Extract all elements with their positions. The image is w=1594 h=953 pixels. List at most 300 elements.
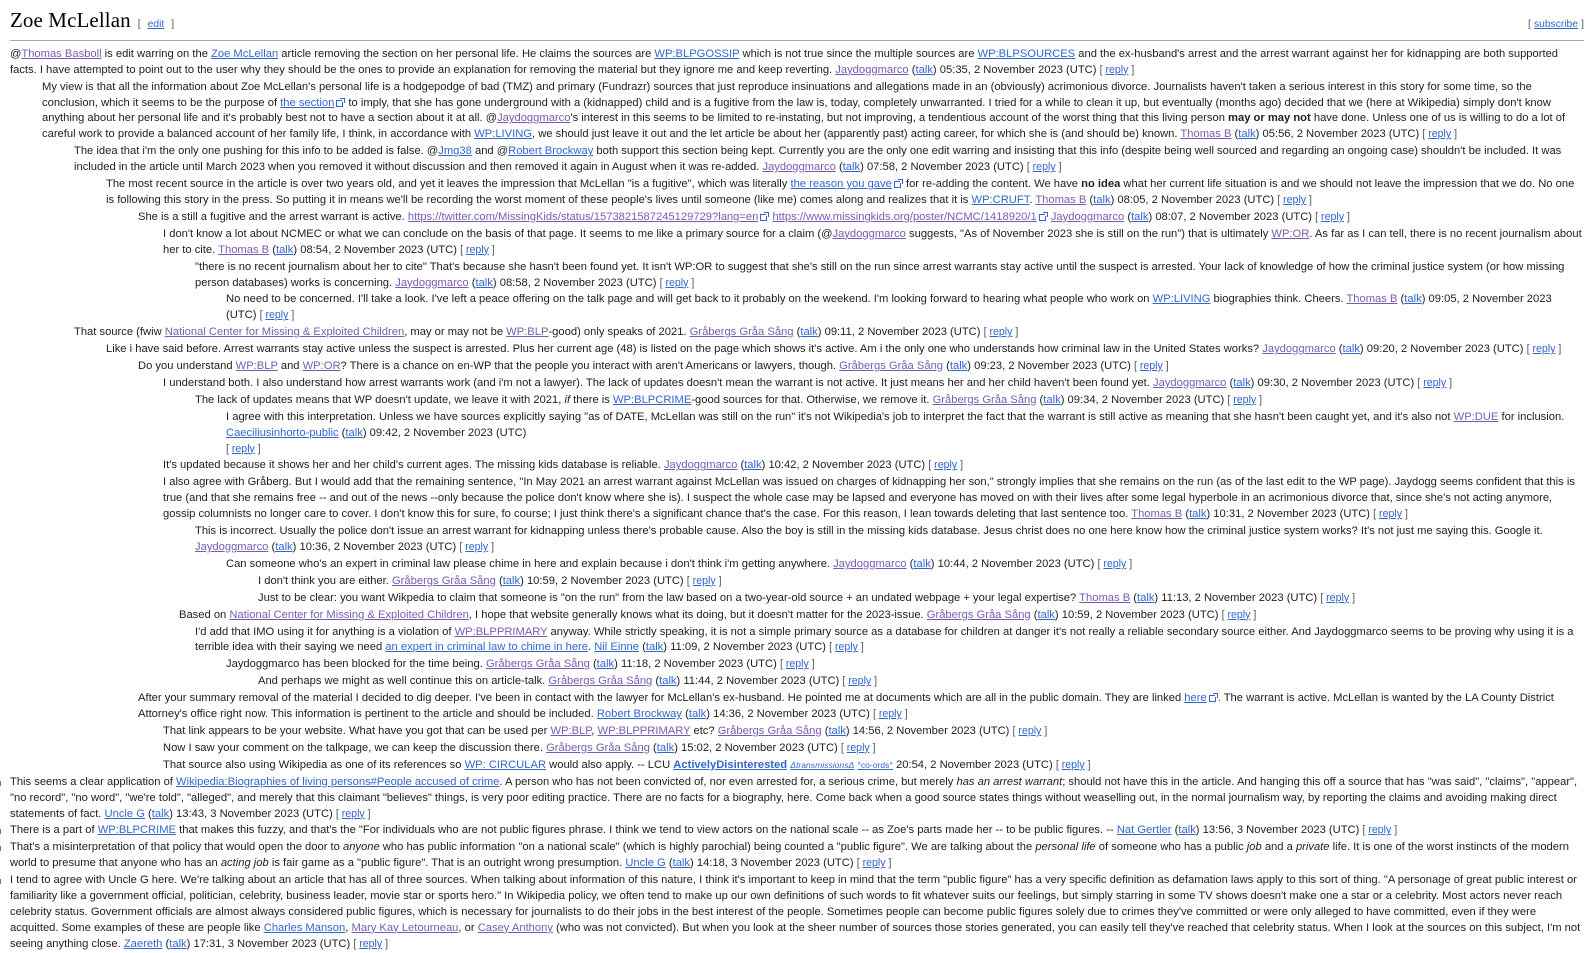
utc-label: (UTC) [1328, 824, 1360, 837]
signature-user-link[interactable]: Gråbergs Gråa Sång [485, 658, 590, 671]
timestamp: 09:05, 2 November 2023 [1428, 293, 1552, 306]
signature-user-link[interactable]: Thomas B [1180, 128, 1232, 141]
signature-user-link[interactable]: Thomas B [1035, 193, 1087, 206]
signature-user-link[interactable]: Gråbergs Gråa Sång [546, 741, 650, 754]
reply-group: [ reply ] [1099, 63, 1135, 76]
signature-talk-link[interactable]: talk [1233, 376, 1251, 389]
utc-label: (UTC) [425, 541, 457, 553]
list-item [10, 823, 1584, 839]
signature-talk-link[interactable]: talk [842, 161, 861, 174]
policy-link[interactable]: WP:BLPPRIMARY [597, 724, 691, 737]
comment-text: . [588, 641, 595, 654]
paren: ) [492, 276, 497, 289]
signature-user-link[interactable]: Gråbergs Gråa Sång [839, 360, 944, 373]
paren: ( [909, 557, 914, 570]
edit-section-link[interactable]: edit [147, 19, 165, 30]
comment [42, 80, 1584, 144]
paren: ( [1234, 128, 1239, 141]
utc-label: (UTC) [1022, 758, 1053, 771]
paren: ) [1421, 293, 1426, 306]
reply-group: [ reply ] [1026, 161, 1062, 174]
reply-group: [ reply ] [983, 326, 1019, 339]
utc-label: (UTC) [978, 724, 1010, 737]
comment [258, 674, 1584, 690]
reply-link[interactable]: reply [1233, 393, 1257, 406]
signature-user-link[interactable]: Uncle G [104, 807, 145, 820]
signature-user-link[interactable]: Gråbergs Gråa Sång [548, 675, 653, 688]
page-title: Zoe McLellan [10, 8, 131, 32]
paren: ( [498, 574, 503, 587]
comment [74, 325, 1584, 341]
paren: ( [824, 724, 829, 737]
user-link[interactable]: Robert Brockway [508, 145, 594, 158]
paren: ( [1185, 508, 1190, 521]
signature-user-link[interactable]: Jaydoggmarco [1262, 343, 1336, 356]
policy-link[interactable]: WP: CIRCULAR [464, 758, 547, 771]
signature-talk-link[interactable]: talk [1131, 210, 1149, 223]
policy-link[interactable]: WP:OR [1271, 227, 1310, 240]
paren: ( [740, 459, 745, 472]
paren: ) [293, 243, 298, 256]
paren: ) [1195, 824, 1200, 837]
comment [195, 393, 1584, 409]
utc-label: (UTC) [1243, 193, 1275, 206]
reply-group: [ reply ] [259, 309, 295, 322]
emphasis-text: if [564, 393, 571, 406]
policy-link[interactable]: WP:BLPSOURCES [977, 47, 1076, 60]
timestamp: 07:58, 2 November 2023 [866, 161, 991, 174]
reply-link[interactable]: reply [848, 675, 872, 688]
user-link[interactable]: Jmg38 [438, 145, 472, 158]
external-link[interactable]: https://www.missingkids.org/poster/NCMC/1418920/1 [772, 211, 1047, 223]
timestamp: 10:59, 2 November 2023 [1061, 608, 1185, 621]
reply-group: [ reply ] [1097, 557, 1133, 570]
timestamp: 05:35, 2 November 2023 [939, 63, 1063, 76]
signature-talk-link[interactable]: talk [1342, 343, 1360, 356]
signature-talk-link[interactable]: talk [913, 557, 931, 570]
comment-text: The lack of updates means that WP doesn't update, we leave it with 2021, [195, 393, 565, 406]
policy-link[interactable]: WP:BLP [550, 724, 592, 737]
signature-user-link[interactable]: Jaydoggmarco [195, 541, 269, 553]
subscribe-link[interactable]: subscribe [1533, 19, 1579, 30]
reply-link[interactable]: reply [692, 574, 716, 587]
user-link[interactable]: Thomas Basboll [21, 47, 102, 60]
signature-talk-link[interactable]: talk [828, 724, 846, 737]
signature-user-link[interactable]: Gråbergs Gråa Sång [932, 393, 1037, 406]
timestamp: 08:07, 2 November 2023 [1155, 210, 1279, 223]
reply-link[interactable]: reply [1139, 360, 1163, 373]
signature-talk-link[interactable]: talk [345, 426, 363, 439]
policy-link[interactable]: WP:CRUFT [971, 193, 1030, 206]
signature-talk-link[interactable]: talk [1137, 591, 1155, 604]
comment-text: for inclusion. [1498, 410, 1565, 423]
comment-text: and [277, 360, 303, 373]
paren: ) [690, 857, 694, 870]
policy-link[interactable]: WP:DUE [1453, 410, 1499, 423]
signature-talk-link[interactable]: talk [744, 459, 762, 472]
comment-text: what her current life situation is and we should not leave the impression that we do. No one is following this story in the press. So putting it in means we'll be recording the worst moment of these people's lives until someone (like me) comes along and realizes that it is [106, 178, 1575, 206]
reply-link[interactable]: reply [465, 541, 489, 553]
utc-label: (UTC) [626, 276, 657, 289]
reply-group: [ reply ] [226, 442, 261, 455]
comment [138, 210, 1584, 226]
timestamp: 05:56, 2 November 2023 [1262, 128, 1386, 141]
paren: ) [1060, 393, 1065, 406]
timestamp: 08:58, 2 November 2023 [499, 276, 623, 289]
comment-text: (who was not convicted). But when you look at the sheer number of sources those stories generated, you can easily tell they've reached that celebrity status. When I look at the sources on this subject, I'm not seeing anything close. [10, 921, 1581, 950]
reply-link[interactable]: reply [231, 442, 255, 455]
comment-text: Can someone who's an expert in criminal law please chime in here and explain because i don't think i'm getting anywhere. [226, 557, 834, 570]
reply-link[interactable]: reply [1103, 557, 1127, 570]
emphasis-text: anyone [342, 841, 380, 854]
signature-user-link[interactable]: Nat Gertler [1116, 824, 1172, 837]
utc-label: (UTC) [1383, 376, 1415, 389]
paren: ( [1033, 608, 1038, 621]
user-link[interactable]: Jaydoggmarco [497, 112, 571, 125]
comment [74, 144, 1584, 176]
comment-text: of someone who has a public [1095, 841, 1247, 854]
article-link[interactable]: Charles Manson [263, 921, 346, 934]
policy-link[interactable]: WP:BLPCRIME [97, 824, 177, 837]
timestamp: 08:05, 2 November 2023 [1117, 193, 1241, 206]
reply-group: [ reply ] [856, 857, 892, 870]
signature-user-link[interactable]: Thomas B [1131, 508, 1183, 521]
comment-text: That source (fwiw [74, 326, 165, 339]
reply-link[interactable]: reply [665, 276, 689, 289]
signature-user-link[interactable]: ActivelyDisinterested [673, 758, 788, 771]
signature-talk-link[interactable]: talk [645, 641, 664, 654]
comment [163, 741, 1584, 757]
reply-group: [ reply ] [1221, 608, 1257, 621]
timestamp: 14:56, 2 November 2023 [852, 724, 976, 737]
article-link[interactable]: National Center for Missing & Exploited Children [164, 326, 405, 339]
comment-text: I tend to agree with Uncle G here. We're talking about an article that has all of three sources. When talking about information of this nature, I think it's important to keep in mind that the term "public figure" has a very specific definition as defamation laws apply to this sort of thing. "A personage of great public interest or familiarity like a government official, politician, celebrity, business leader, movie star or sports hero." In Wikipedia policy, we often tend to make up our own definitions of such words to fit whatever suits our feelings, but simply starring in some TV shows doesn't make one a star or a celebrity. Most actors never reach celebrity status. Government officials are almost always considered public figures, which is necessary for journalists to do their jobs in the best interest of the people. Sometimes people can become public figures solely due to crimes they've committed or were only alleged to have committed, even if they were acquitted. Some examples of these are people like [10, 874, 1577, 934]
paren: ) [1206, 508, 1211, 521]
paren: ( [911, 63, 916, 76]
comment-text: and a [1261, 841, 1296, 854]
reply-link[interactable]: reply [862, 857, 886, 870]
comment-text: That's a misinterpretation of that policy that would open the door to [10, 841, 343, 854]
signature-user-link[interactable]: Jaydoggmarco [395, 276, 469, 289]
signature-talk-link[interactable]: talk [275, 541, 293, 553]
paren: ( [1400, 293, 1405, 306]
timestamp: 09:42, 2 November 2023 [369, 426, 493, 439]
signature-talk-link[interactable]: talk [672, 857, 691, 870]
edit-bracket-open: [ [137, 19, 141, 30]
paren: ) [845, 724, 850, 737]
paren: ) [932, 63, 937, 76]
paren: ) [817, 326, 822, 339]
emphasis-text: personal life [1035, 841, 1096, 854]
policy-link[interactable]: WP:LIVING [1152, 293, 1211, 306]
comment-text: , I hope that website generally knows what its doing, but it doesn't matter for the 2023-issue. [468, 608, 927, 621]
page-header [10, 6, 1584, 41]
policy-link[interactable]: WP:BLP [235, 360, 278, 373]
reply-link[interactable]: reply [1283, 193, 1307, 206]
reply-group: [ reply ] [335, 807, 371, 820]
signature-talk-link[interactable]: talk [1037, 608, 1055, 621]
paren: ( [471, 276, 476, 289]
reply-link[interactable]: reply [1326, 591, 1350, 604]
signature-user-link[interactable]: Jaydoggmarco [835, 63, 909, 76]
timestamp: 10:31, 2 November 2023 [1213, 508, 1337, 521]
comment-text: ? There is a chance on en-WP that the people you interact with aren't Americans or lawyers, though. [340, 360, 840, 373]
comment-text: The idea that i'm the only one pushing for this info to be added is false. @ [74, 145, 439, 158]
comment-text: . A person who has not been convicted of, nor even arrested for, a serious crime, but merely [499, 775, 957, 788]
external-link[interactable]: the reason you gave [790, 178, 902, 190]
comment [179, 608, 1584, 624]
comment [163, 458, 1584, 474]
timestamp: 11:09, 2 November 2023 [670, 641, 793, 654]
utc-label: (UTC) [495, 426, 527, 439]
paren: ) [292, 541, 297, 553]
reply-link[interactable]: reply [835, 641, 858, 654]
paren: ) [1250, 376, 1255, 389]
policy-link[interactable]: WP:BLPCRIME [612, 393, 692, 406]
paren: ( [1174, 824, 1179, 837]
comment-text: Based on [179, 608, 230, 621]
timestamp: 08:54, 2 November 2023 [300, 243, 424, 256]
signature-user-link[interactable]: Gråbergs Gråa Sång [926, 608, 1031, 621]
policy-link[interactable]: an expert in criminal law to chime in here [385, 641, 589, 654]
timestamp: 14:18, 3 November 2023 [696, 857, 821, 870]
signature-user-link[interactable]: Thomas B [1346, 293, 1398, 306]
signature-talk-link[interactable]: ΔtransmissionsΔ [790, 759, 855, 770]
signature-user-link[interactable]: Uncle G [625, 857, 666, 870]
signature-talk-link[interactable]: talk [949, 360, 968, 373]
reply-group: [ reply ] [1362, 824, 1398, 837]
comment-text: Do you understand [138, 360, 236, 373]
article-link[interactable]: Casey Anthony [477, 921, 553, 934]
emphasis-text: has an arrest warrant [956, 775, 1063, 788]
signature-user-link[interactable]: Thomas B [218, 243, 270, 256]
paren: ) [761, 459, 766, 472]
reply-link[interactable]: reply [1428, 128, 1452, 141]
utc-label: (UTC) [808, 675, 840, 688]
signature-user-link[interactable]: Gråbergs Gråa Sång [391, 574, 496, 587]
reply-link[interactable]: reply [1105, 63, 1129, 76]
reply-group: [ reply ] [1227, 393, 1263, 406]
signature-talk-link[interactable]: talk [915, 63, 933, 76]
signature-user-link[interactable]: Gråbergs Gråa Sång [689, 326, 794, 339]
article-link[interactable]: Zoe McLellan [211, 47, 279, 60]
timestamp: 11:18, 2 November 2023 [620, 658, 744, 671]
policy-link[interactable]: WP:LIVING [474, 128, 532, 141]
reply-group: [ reply ] [1526, 343, 1562, 356]
signature-user-link[interactable]: Zaereth [123, 937, 163, 950]
comment-text: The most recent source in the article is over two years old, and yet it leaves the impression that McLellan "is a fugitive", which was literally [106, 178, 791, 191]
reply-link[interactable]: reply [989, 326, 1013, 339]
signature-contribs-link[interactable]: °co-ords° [857, 759, 893, 770]
comment-text: , [591, 724, 598, 737]
user-link[interactable]: Jaydoggmarco [832, 227, 906, 240]
policy-link[interactable]: WP:BLPPRIMARY [454, 625, 548, 638]
policy-link[interactable]: WP:OR [302, 360, 341, 373]
reply-link[interactable]: reply [1532, 343, 1556, 356]
comment-text: . The warrant is active. McLellan is wanted by the LA County District Attorney's office right now. This information is pertinent to the article and should be included. [138, 692, 1554, 721]
comment-text: have done. Unless one of us is willing to do a lot of careful work to provide a balanced account of her family life, I think, in accordance with [42, 112, 1566, 141]
signature-user-link[interactable]: Gråbergs Gråa Sång [717, 724, 822, 737]
signature-talk-link[interactable]: talk [275, 243, 294, 256]
signature-user-link[interactable]: Jaydoggmarco [663, 459, 738, 472]
reply-link[interactable]: reply [785, 658, 809, 671]
reply-group: [ reply ] [928, 459, 964, 472]
reply-group: [ reply ] [1315, 210, 1350, 223]
external-link[interactable]: https://twitter.com/MissingKids/status/1573821587245129729?lang=en [408, 211, 769, 223]
comment-text: 's interest in this seems to be limited to re-instating, but not improving, a tendentious account of the worst thing that this living person [570, 112, 1229, 125]
reply-link[interactable]: reply [934, 459, 958, 472]
signature-talk-link[interactable]: talk [502, 574, 521, 587]
comment-text: and the ex-husband's arrest and the arrest warrant against her for kidnapping are both supported facts. I have attempted to point out to the user why they should be the ones to provide an explanation for removing the material but they ignore me and keep reverting. [10, 47, 1559, 76]
comment [258, 574, 1584, 590]
paren: ( [592, 658, 597, 671]
signature-talk-link[interactable]: talk [596, 658, 615, 671]
reply-group: [ reply ] [840, 741, 876, 754]
timestamp: 14:36, 2 November 2023 [713, 708, 837, 721]
signature-user-link[interactable]: Jaydoggmarco [833, 557, 907, 570]
article-link[interactable]: National Center for Missing & Exploited Children [229, 608, 469, 621]
reply-group: [ reply ] [1373, 508, 1408, 521]
utc-label: (UTC) [1339, 508, 1371, 521]
signature-talk-link[interactable]: talk [475, 276, 493, 289]
comment [226, 557, 1584, 573]
reply-link[interactable]: reply [1368, 824, 1392, 837]
signature-user-link[interactable]: Jaydoggmarco [1153, 376, 1227, 389]
paren: ) [860, 161, 864, 174]
comment-text: That link appears to be your website. What have you got that can be used per [163, 724, 551, 737]
timestamp: 11:13, 2 November 2023 [1161, 591, 1284, 604]
comment-text: who has public information "on a national scale" (which is highly parochial) being counted a "public figure". We are talking about the [379, 841, 1036, 854]
comment-text: I understand both. I also understand how arrest warrants work (and i'm not a lawyer). The lack of updates doesn't mean the warrant is not active. It just means her and her child haven't been found yet. [163, 376, 1154, 389]
signature-user-link[interactable]: Jaydoggmarco [762, 161, 836, 174]
comment-text: article removing the section on her personal life. He claims the sources are [278, 47, 655, 60]
paren: ) [1359, 343, 1364, 356]
signature-talk-link[interactable]: talk [800, 326, 818, 339]
comment-text: No need to be concerned. I'll take a look. I've left a peace offering on the talk page and will get back to it probably on the weekend. I'm looking forward to hearing what people who work on [226, 293, 1153, 306]
comment-text: This seems a clear application of [10, 775, 177, 788]
signature-user-link[interactable]: Thomas B [1079, 591, 1131, 604]
reply-link[interactable]: reply [1321, 210, 1345, 223]
comment [226, 292, 1584, 324]
timestamp: 09:11, 2 November 2023 [824, 326, 947, 339]
comment-text: I don't know a lot about NCMEC or what we can conclude on the basis of that page. It seems to me like a primary source for a claim (@ [163, 227, 833, 240]
paren: ( [148, 807, 152, 820]
comment-text: , [345, 921, 352, 934]
timestamp: 09:23, 2 November 2023 [974, 360, 1098, 373]
utc-label: (UTC) [795, 641, 827, 654]
reply-link[interactable]: reply [359, 937, 383, 950]
signature-user-link[interactable]: Jaydoggmarco [1050, 210, 1125, 223]
signature-talk-link[interactable]: talk [1093, 193, 1111, 206]
comment-text: After your summary removal of the material I decided to dig deeper. I've been in contact with the lawyer for McLellan's ex-husband. He pointed me at documents which are all in the public domain. They are linked [138, 692, 1185, 705]
comment-text: I'd add that IMO using it for anything is a violation of [195, 625, 455, 638]
paren: ( [796, 326, 801, 339]
comment-text: ; should not have this in the article. And hanging this off a source that has "was said", "claims", "appear", "no record", "no word", "we're told", "alleged", and merely that this claimant "believes" things, is very poor editing practice. There are no facts for a biography, here. Come back when a good source states things without weaselling out, in the normal journalism way, by reporting the claims and avoiding making direct statements of fact. [10, 775, 1578, 820]
reply-group: [ reply ] [1055, 758, 1091, 771]
comment-text: to imply, that she has gone underground with a (kidnapped) child and is a fugitive from the law is, today, completely unwarranted. I tried for a while to clean it up, but eventually (months ago) decided that we (here at Wikipedia) simply don't know anything about her personal life and it's probably best not to have a section about it at all. @ [42, 96, 1551, 125]
signature-talk-link[interactable]: talk [688, 708, 707, 721]
reply-group: [ reply ] [1277, 193, 1312, 206]
comment [195, 260, 1584, 292]
comment-text: "there is no recent journalism about her to cite" That's because she hasn't been found yet. It isn't WP:OR to suggest that she's still on the run since arrest warrants stay active until the suspect is arrested. Your lack of knowledge of how the criminal justice system (or how missing person databases) works is concerning. [195, 260, 1565, 289]
emphasis-text: acting job [220, 857, 269, 870]
signature-talk-link[interactable]: talk [1178, 824, 1196, 837]
paren: ) [614, 658, 618, 671]
signature-user-link[interactable]: Nil Einne [594, 641, 640, 654]
page-title-group [10, 6, 174, 36]
comment [163, 475, 1584, 523]
paren: ) [1255, 128, 1260, 141]
reply-link[interactable]: reply [265, 309, 289, 322]
signature-talk-link[interactable]: talk [151, 807, 170, 820]
paren: ( [1089, 193, 1094, 206]
timestamp: 09:20, 2 November 2023 [1366, 343, 1490, 356]
signature-user-link[interactable]: Caeciliusinhorto-public [226, 426, 339, 439]
list-item [10, 775, 1584, 823]
reply-link[interactable]: reply [1061, 758, 1085, 771]
comment-text: for re-adding the content. We have [902, 178, 1082, 191]
signature-talk-link[interactable]: talk [656, 741, 675, 754]
policy-link[interactable]: WP:BLPGOSSIP [654, 47, 740, 60]
policy-link[interactable]: WP:BLP [506, 326, 549, 339]
signature-talk-link[interactable]: talk [1189, 508, 1207, 521]
signature-talk-link[interactable]: talk [1043, 393, 1061, 406]
article-link[interactable]: Mary Kay Letourneau [351, 921, 459, 934]
paren: ) [674, 741, 678, 754]
paren: ( [271, 541, 276, 553]
external-link[interactable]: here [1184, 692, 1217, 704]
comment-text: . [1029, 193, 1036, 206]
comment-text: There is a part of [10, 824, 98, 837]
policy-link[interactable]: Wikipedia:Biographies of living persons#People accused of crime [176, 775, 500, 788]
reply-group: [ reply ] [459, 541, 495, 553]
emphasis-text: may or may not [1228, 112, 1311, 125]
comment-text: would also apply. -- LCU [546, 758, 674, 771]
signature-talk-link[interactable]: talk [169, 937, 187, 950]
reply-link[interactable]: reply [465, 243, 489, 256]
paren: ( [642, 641, 646, 654]
reply-group: [ reply ] [779, 658, 815, 671]
reply-link[interactable]: reply [846, 741, 870, 754]
external-link[interactable]: the section [280, 97, 345, 109]
utc-label: (UTC) [823, 857, 854, 870]
reply-link[interactable]: reply [1032, 161, 1056, 174]
reply-link[interactable]: reply [1379, 508, 1403, 521]
paren: ( [1127, 210, 1132, 223]
reply-group: [ reply ] [460, 243, 495, 256]
timestamp: 13:56, 3 November 2023 [1202, 824, 1326, 837]
utc-label: (UTC) [653, 574, 684, 587]
paren: ) [1154, 591, 1159, 604]
signature-talk-link[interactable]: talk [1238, 128, 1256, 141]
reply-link[interactable]: reply [341, 807, 365, 820]
signature-talk-link[interactable]: talk [659, 675, 677, 688]
utc-label: (UTC) [1100, 360, 1131, 373]
comment [163, 227, 1584, 259]
reply-link[interactable]: reply [1018, 724, 1042, 737]
emphasis-text: no idea [1081, 178, 1121, 191]
signature-user-link[interactable]: Robert Brockway [596, 708, 682, 721]
reply-link[interactable]: reply [1227, 608, 1251, 621]
paren: ( [653, 741, 657, 754]
reply-link[interactable]: reply [1423, 376, 1447, 389]
reply-link[interactable]: reply [878, 708, 902, 721]
paren: ) [1110, 193, 1115, 206]
utc-label: (UTC) [839, 708, 870, 721]
signature-talk-link[interactable]: talk [1404, 293, 1422, 306]
timestamp: 10:42, 2 November 2023 [768, 459, 892, 472]
subscribe-bracket-open: [ [1527, 19, 1531, 30]
